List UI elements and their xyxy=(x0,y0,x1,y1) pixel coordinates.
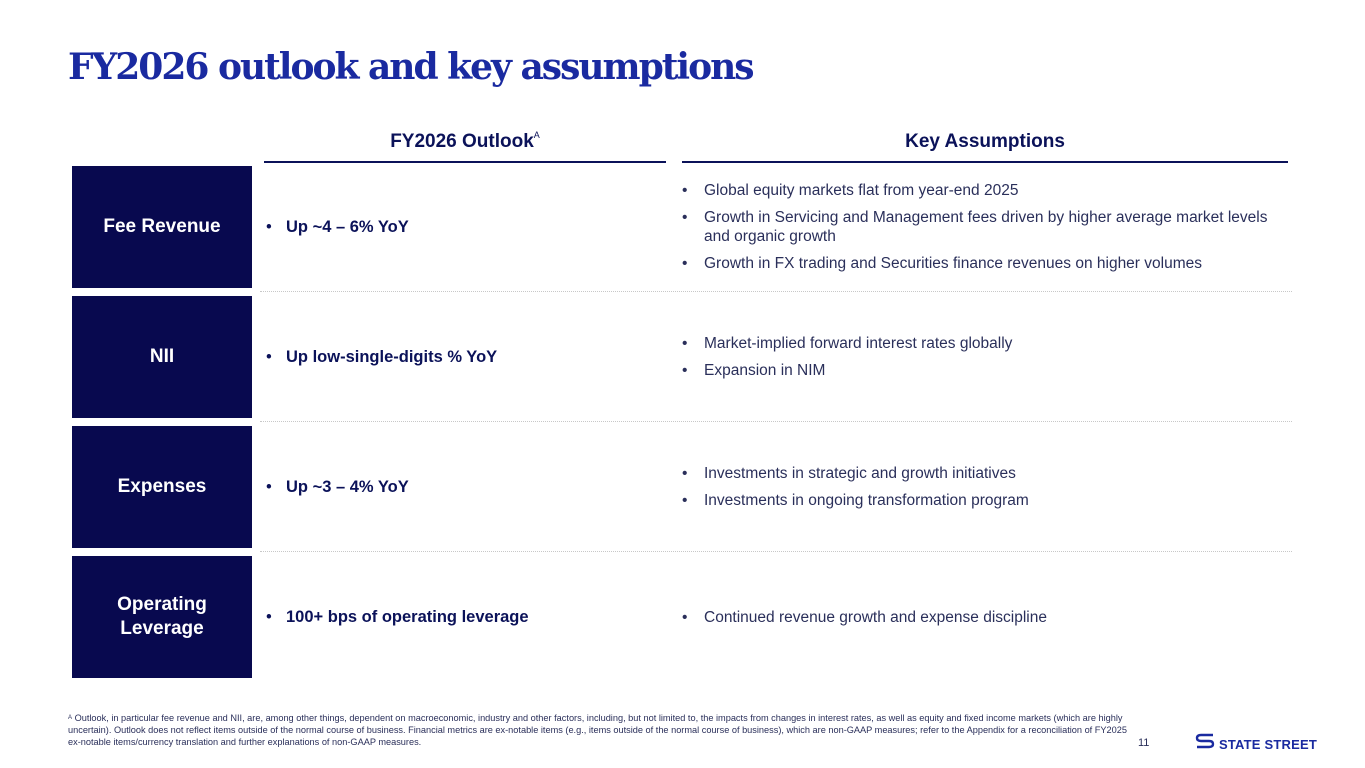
bullet-icon: • xyxy=(266,607,272,626)
footnote-marker: A xyxy=(533,130,540,140)
assumption-item xyxy=(682,491,1282,510)
assumption-text: Continued revenue growth and expense discipline xyxy=(704,608,1047,626)
table-row xyxy=(72,426,1292,548)
footnote-text: Outlook, in particular fee revenue and NII, are, among other things, dependent on macroeconomic, industry and other factors, including, but not limited to, the impacts from changes in interest rates, as well as equity and fixed income markets (which are highly uncertain). Outlook does not reflect items outside of the normal course of business. Financial metrics are ex-notable items (e.g., items outside of the normal course of business), which are non-GAAP measures; refer to the Appendix for a reconciliation of FY2025 ex-notable items/currency translation and further explanations of non-GAAP measures. xyxy=(68,713,1127,747)
bullet-icon: • xyxy=(682,182,688,199)
bullet-icon: • xyxy=(682,608,688,626)
table-row xyxy=(72,166,1292,288)
row-divider xyxy=(260,421,1292,422)
assumption-text: Expansion in NIM xyxy=(704,362,826,379)
bullet-icon: • xyxy=(682,209,688,226)
bullet-icon: • xyxy=(682,492,688,509)
table-row xyxy=(72,556,1292,678)
outlook-text: Up ~4 – 6% YoY xyxy=(286,217,409,236)
assumption-text: Market-implied forward interest rates globally xyxy=(704,335,1013,352)
bullet-icon: • xyxy=(266,477,272,496)
row-label: Operating Leverage xyxy=(72,556,252,678)
assumption-item xyxy=(682,464,1282,483)
row-divider xyxy=(260,291,1292,292)
assumption-text: Growth in Servicing and Management fees driven by higher average market levels and organic growth xyxy=(704,209,1268,245)
table-row xyxy=(72,296,1292,418)
row-label: Fee Revenue xyxy=(72,166,252,288)
column-header-outlook-label: FY2026 Outlook xyxy=(390,131,534,152)
state-street-logo-icon xyxy=(1195,733,1215,756)
outlook-text: Up ~3 – 4% YoY xyxy=(286,477,409,496)
footnote xyxy=(68,712,1133,748)
assumption-text: Global equity markets flat from year-end 2025 xyxy=(704,182,1019,199)
logo-text: STATE STREET xyxy=(1219,736,1317,752)
assumption-item xyxy=(682,208,1282,246)
column-header-assumptions: Key Assumptions xyxy=(682,131,1288,163)
bullet-icon: • xyxy=(266,347,272,366)
state-street-logo xyxy=(1195,734,1317,754)
page-number: 11 xyxy=(1138,737,1150,749)
row-label: Expenses xyxy=(72,426,252,548)
assumptions-cell xyxy=(682,426,1282,548)
bullet-icon: • xyxy=(682,255,688,272)
column-header-outlook xyxy=(264,131,666,163)
assumption-item xyxy=(682,334,1282,353)
assumptions-cell xyxy=(682,166,1282,288)
assumption-item xyxy=(682,254,1282,273)
assumptions-cell xyxy=(682,296,1282,418)
assumption-item xyxy=(682,361,1282,380)
page-title: FY2026 outlook and key assumptions xyxy=(68,46,753,88)
assumption-text: Investments in ongoing transformation program xyxy=(704,492,1029,509)
outlook-text: 100+ bps of operating leverage xyxy=(286,607,529,626)
outlook-cell xyxy=(266,166,666,288)
bullet-icon: • xyxy=(682,362,688,379)
row-label: NII xyxy=(72,296,252,418)
assumption-text: Growth in FX trading and Securities finance revenues on higher volumes xyxy=(704,255,1202,272)
bullet-icon: • xyxy=(266,217,272,236)
assumptions-cell xyxy=(682,556,1282,678)
assumption-item xyxy=(682,181,1282,200)
outlook-text: Up low-single-digits % YoY xyxy=(286,347,498,366)
bullet-icon: • xyxy=(682,465,688,482)
bullet-icon: • xyxy=(682,335,688,352)
row-divider xyxy=(260,551,1292,552)
assumption-item xyxy=(682,608,1282,627)
footnote-marker: A xyxy=(68,715,73,721)
outlook-cell xyxy=(266,556,666,678)
outlook-cell xyxy=(266,426,666,548)
outlook-cell xyxy=(266,296,666,418)
assumption-text: Investments in strategic and growth initiatives xyxy=(704,465,1016,482)
